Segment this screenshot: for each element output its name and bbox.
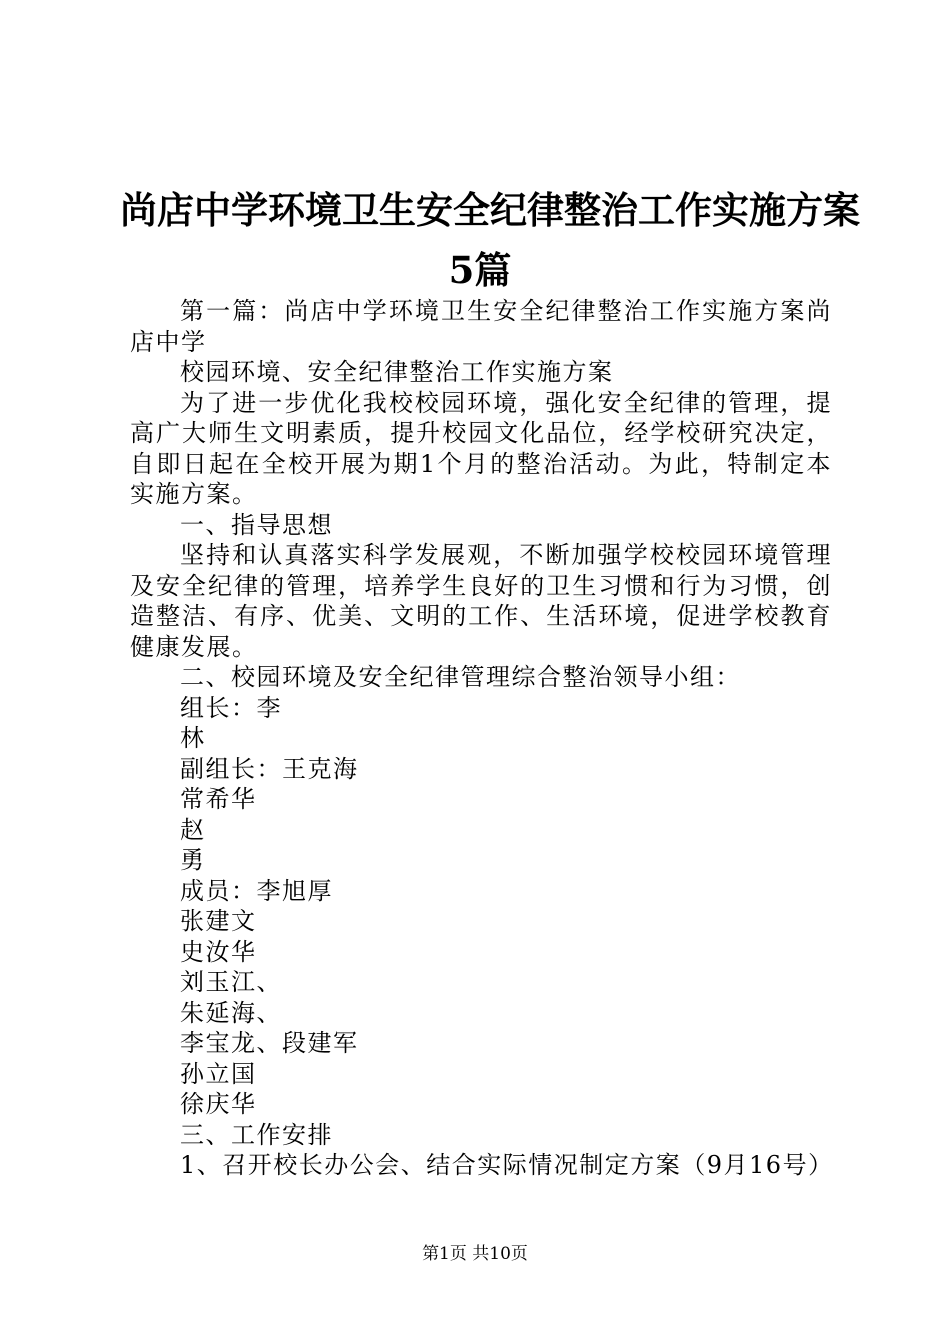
paragraph: 坚持和认真落实科学发展观，不断加强学校校园环境管理及安全纪律的管理，培养学生良好的卫生习惯和行为习惯，创造整洁、有序、优美、文明的工作、生活环境，促进学校教育健康发展。: [130, 541, 832, 661]
document-body: [130, 296, 832, 1181]
list-item: 勇: [180, 846, 206, 874]
list-item: 成员：李旭厚: [180, 876, 333, 905]
paragraph: 校园环境、安全纪律整治工作实施方案: [180, 358, 614, 386]
page-number-footer: 第1页 共10页: [422, 1244, 528, 1264]
list-item: 李宝龙、段建军: [180, 1029, 359, 1057]
paragraph: 为了进一步优化我校校园环境，强化安全纪律的管理，提高广大师生文明素质，提升校园文化品位，经学校研究决定，自即日起在全校开展为期1个月的整治活动。为此，特制定本实施方案。: [130, 388, 832, 508]
paragraph: 1、召开校长办公会、结合实际情况制定方案（9月16号）: [180, 1151, 834, 1179]
list-item: 常希华: [180, 785, 257, 813]
list-item: 组长：李: [180, 693, 282, 722]
document-title-line-2: 5篇: [448, 248, 512, 292]
list-item: 林: [180, 724, 206, 752]
list-item: 史汝华: [180, 937, 257, 966]
list-item: 赵: [180, 815, 206, 844]
list-item: 刘玉江、: [180, 968, 282, 996]
section-heading: 一、指导思想: [180, 510, 333, 539]
list-item: 朱延海、: [180, 998, 282, 1027]
document-title-line-1: 尚店中学环境卫生安全纪律整治工作实施方案: [120, 188, 860, 232]
section-heading: 二、校园环境及安全纪律管理综合整治领导小组：: [180, 663, 741, 691]
list-item: 副组长：王克海: [180, 754, 359, 783]
list-item: 孙立国: [180, 1059, 257, 1088]
paragraph: 第一篇：尚店中学环境卫生安全纪律整治工作实施方案尚店中学: [130, 297, 832, 356]
list-item: 徐庆华: [180, 1090, 257, 1118]
section-heading: 三、工作安排: [180, 1120, 333, 1149]
list-item: 张建文: [180, 907, 257, 935]
